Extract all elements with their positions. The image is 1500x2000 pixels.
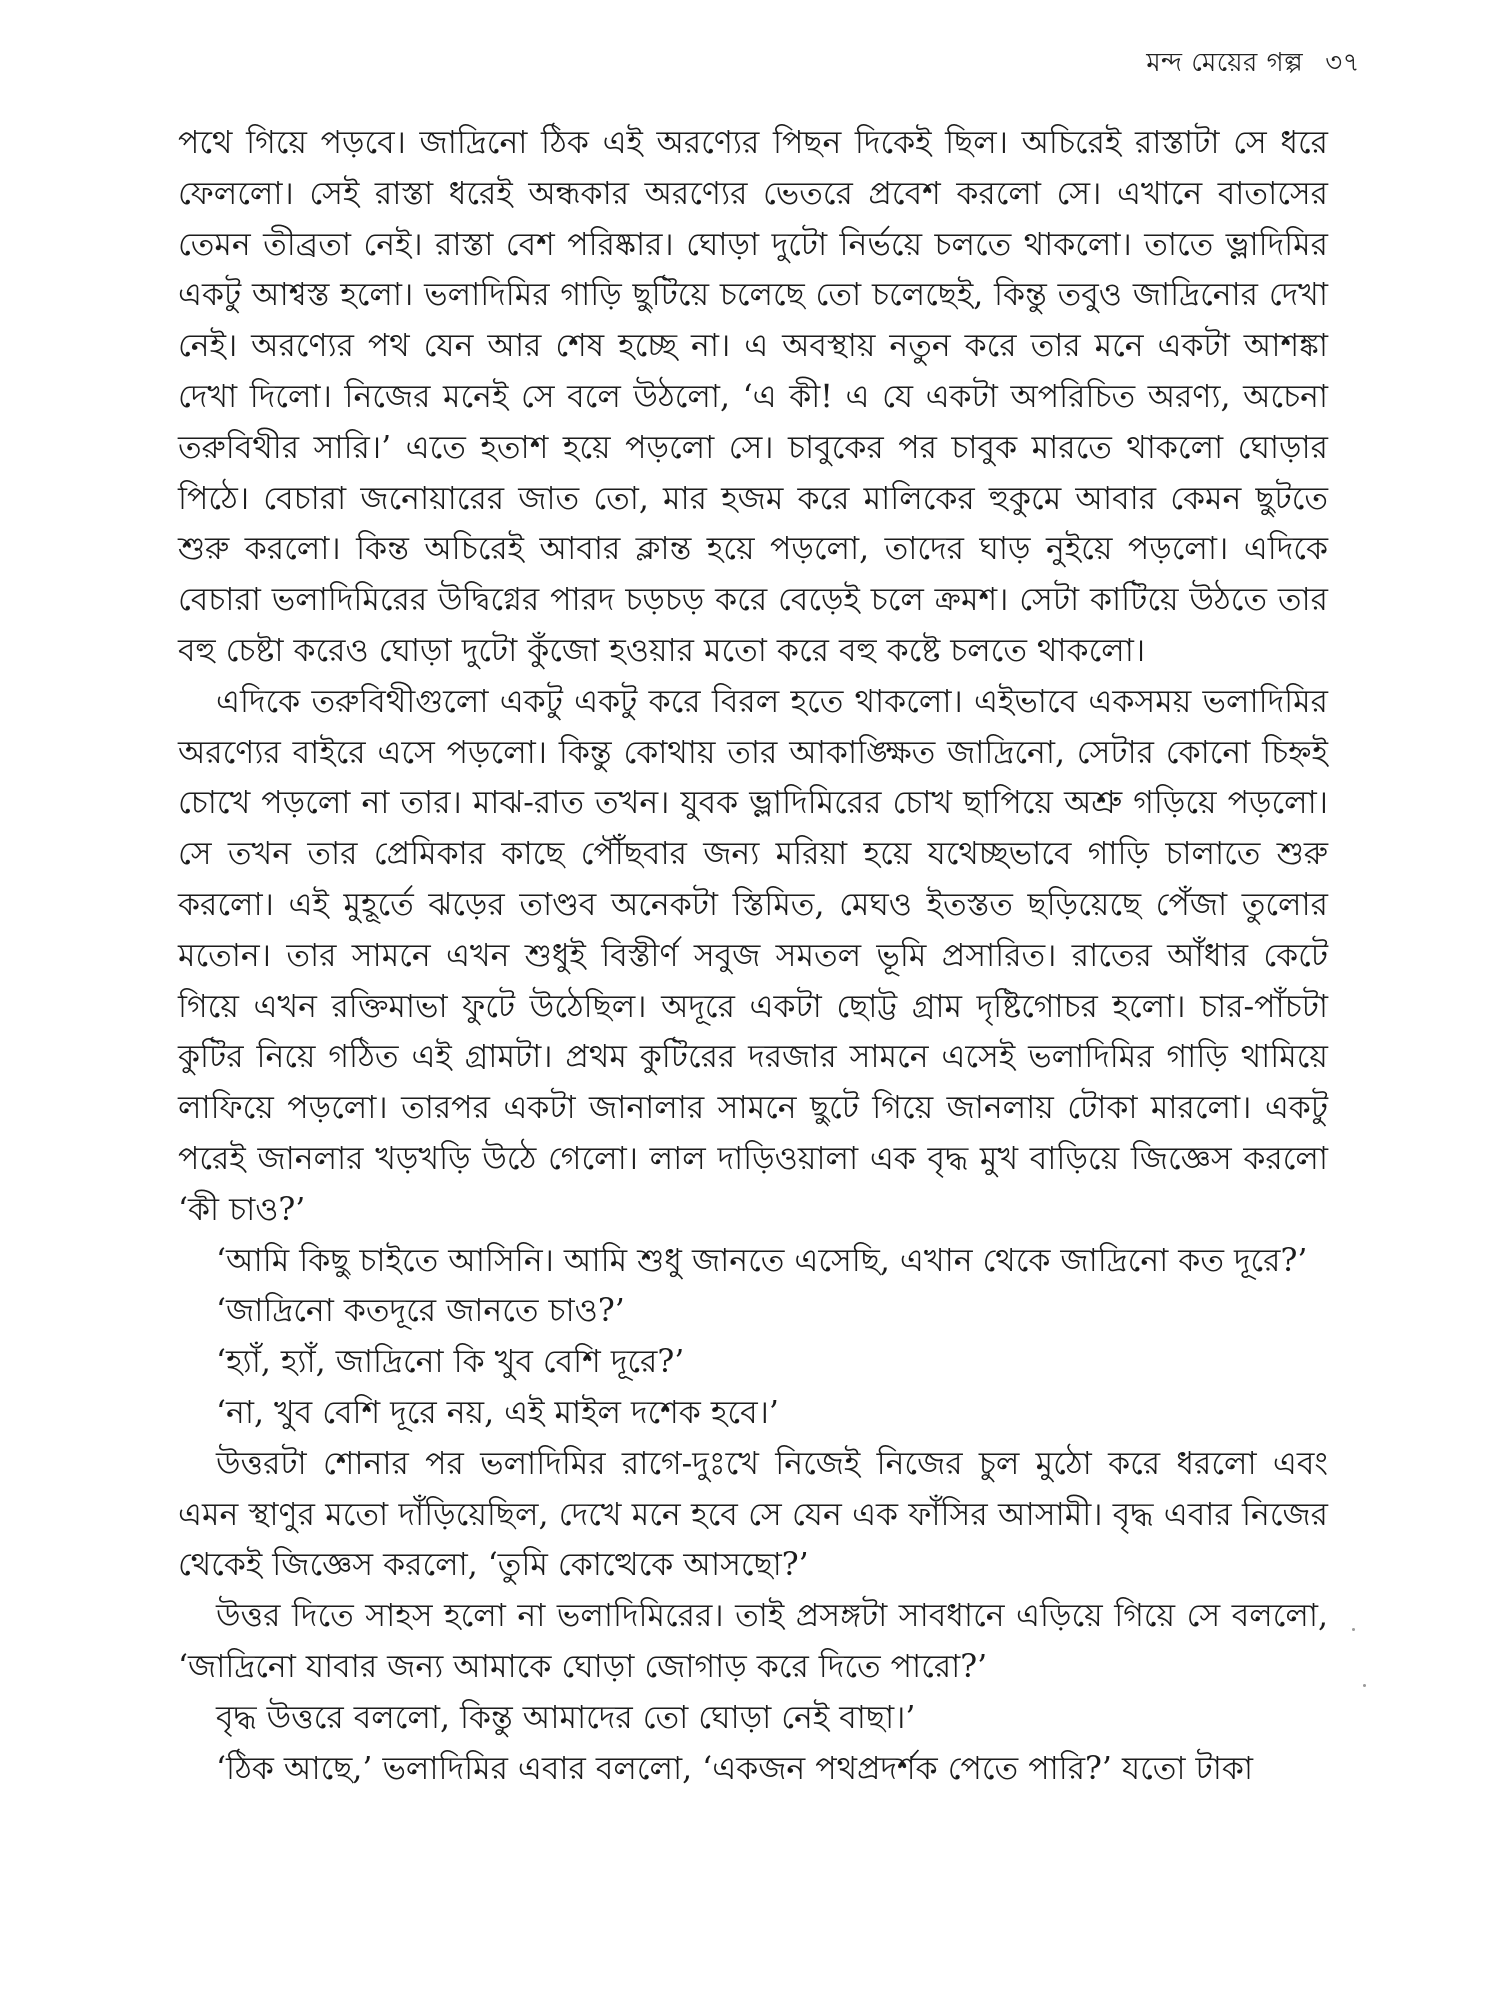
page-number: ৩৭ — [1325, 48, 1360, 78]
paragraph: ‘না, খুব বেশি দূরে নয়, এই মাইল দশেক হবে।’ — [216, 1394, 779, 1431]
running-head — [1146, 42, 1360, 86]
book-title: মন্দ মেয়ের গল্প — [1146, 48, 1304, 78]
scan-speck — [1352, 1628, 1355, 1631]
paragraph: উত্তরটা শোনার পর ভলাদিমির রাগে-দুঃখে নিজেই নিজের চুল মুঠো করে ধরলো এবং এমন স্থাণুর মতো দাঁড়িয়েছিল, দেখে মনে হবে সে যেন এক ফাঁসির আসামী। বৃদ্ধ এবার নিজের থেকেই জিজ্ঞেস করলো, ‘তুমি কোত্থেকে আসছো?’ — [178, 1445, 1328, 1584]
paragraph: ‘হ্যাঁ, হ্যাঁ, জাদ্রিনো কি খুব বেশি দূরে?’ — [216, 1344, 685, 1381]
paragraph: পথে গিয়ে পড়বে। জাদ্রিনো ঠিক এই অরণ্যের পিছন দিকেই ছিল। অচিরেই রাস্তাটা সে ধরে ফেললো। সেই রাস্তা ধরেই অন্ধকার অরণ্যের ভেতরে প্রবেশ করলো সে। এখানে বাতাসের তেমন তীব্রতা নেই। রাস্তা বেশ পরিষ্কার। ঘোড়া দুটো নির্ভয়ে চলতে থাকলো। তাতে ভ্লাদিমির একটু আশ্বস্ত হলো। ভলাদিমির গাড়ি ছুটিয়ে চলেছে তো চলেছেই, কিন্তু তবুও জাদ্রিনোর দেখা নেই। অরণ্যের পথ যেন আর শেষ হচ্ছে না। এ অবস্থায় নতুন করে তার মনে একটা আশঙ্কা দেখা দিলো। নিজের মনেই সে বলে উঠলো, ‘এ কী! এ যে একটা অপরিচিত অরণ্য, অচেনা তরুবিথীর সারি।’ এতে হতাশ হয়ে পড়লো সে। চাবুকের পর চাবুক মারতে থাকলো ঘোড়ার পিঠে। বেচারা জনোয়ারের জাত তো, মার হজম করে মালিকের হুকুমে আবার কেমন ছুটতে শুরু করলো। কিন্ত অচিরেই আবার ক্লান্ত হয়ে পড়লো, তাদের ঘাড় নুইয়ে পড়লো। এদিকে বেচারা ভলাদিমিরের উদ্বিগ্নের পারদ চড়চড় করে বেড়েই চলে ক্রমশ। সেটা কাটিয়ে উঠতে তার বহু চেষ্টা করেও ঘোড়া দুটো কুঁজো হওয়ার মতো করে বহু কষ্টে চলতে থাকলো। — [178, 125, 1328, 669]
paragraph: এদিকে তরুবিথীগুলো একটু একটু করে বিরল হতে থাকলো। এইভাবে একসময় ভলাদিমির অরণ্যের বাইরে এসে পড়লো। কিন্তু কোথায় তার আকাঙ্ক্ষিত জাদ্রিনো, সেটার কোনো চিহ্নই চোখে পড়লো না তার। মাঝ-রাত তখন। যুবক ভ্লাদিমিরের চোখ ছাপিয়ে অশ্রু গড়িয়ে পড়লো। সে তখন তার প্রেমিকার কাছে পৌঁছবার জন্য মরিয়া হয়ে যথেচ্ছভাবে গাড়ি চালাতে শুরু করলো। এই মুহূর্তে ঝড়ের তাণ্ডব অনেকটা স্তিমিত, মেঘও ইতস্তত ছড়িয়েছে পেঁজা তুলোর মতোন। তার সামনে এখন শুধুই বিস্তীর্ণ সবুজ সমতল ভূমি প্রসারিত। রাতের আঁধার কেটে গিয়ে এখন রক্তিমাভা ফুটে উঠেছিল। অদূরে একটা ছোট্ট গ্রাম দৃষ্টিগোচর হলো। চার-পাঁচটা কুটির নিয়ে গঠিত এই গ্রামটা। প্রথম কুটিরের দরজার সামনে এসেই ভলাদিমির গাড়ি থামিয়ে লাফিয়ে পড়লো। তারপর একটা জানালার সামনে ছুটে গিয়ে জানলায় টোকা মারলো। একটু পরেই জানলার খড়খড়ি উঠে গেলো। লাল দাড়িওয়ালা এক বৃদ্ধ মুখ বাড়িয়ে জিজ্ঞেস করলো ‘কী চাও?’ — [178, 683, 1328, 1228]
paragraph: উত্তর দিতে সাহস হলো না ভলাদিমিরের। তাই প্রসঙ্গটা সাবধানে এড়িয়ে গিয়ে সে বললো, ‘জাদ্রিনো যাবার জন্য আমাকে ঘোড়া জোগাড় করে দিতে পারো?’ — [178, 1598, 1328, 1685]
paragraph: বৃদ্ধ উত্তরে বললো, কিন্তু আমাদের তো ঘোড়া নেই বাছা।’ — [216, 1699, 916, 1736]
scan-speck — [1363, 1684, 1366, 1687]
body-text — [178, 118, 1328, 1794]
paragraph: ‘জাদ্রিনো কতদূরে জানতে চাও?’ — [216, 1293, 625, 1330]
paragraph: ‘ঠিক আছে,’ ভলাদিমির এবার বললো, ‘একজন পথপ্রদর্শক পেতে পারি?’ যতো টাকা — [216, 1750, 1254, 1787]
paragraph: ‘আমি কিছু চাইতে আসিনি। আমি শুধু জানতে এসেছি, এখান থেকে জাদ্রিনো কত দূরে?’ — [216, 1242, 1308, 1279]
